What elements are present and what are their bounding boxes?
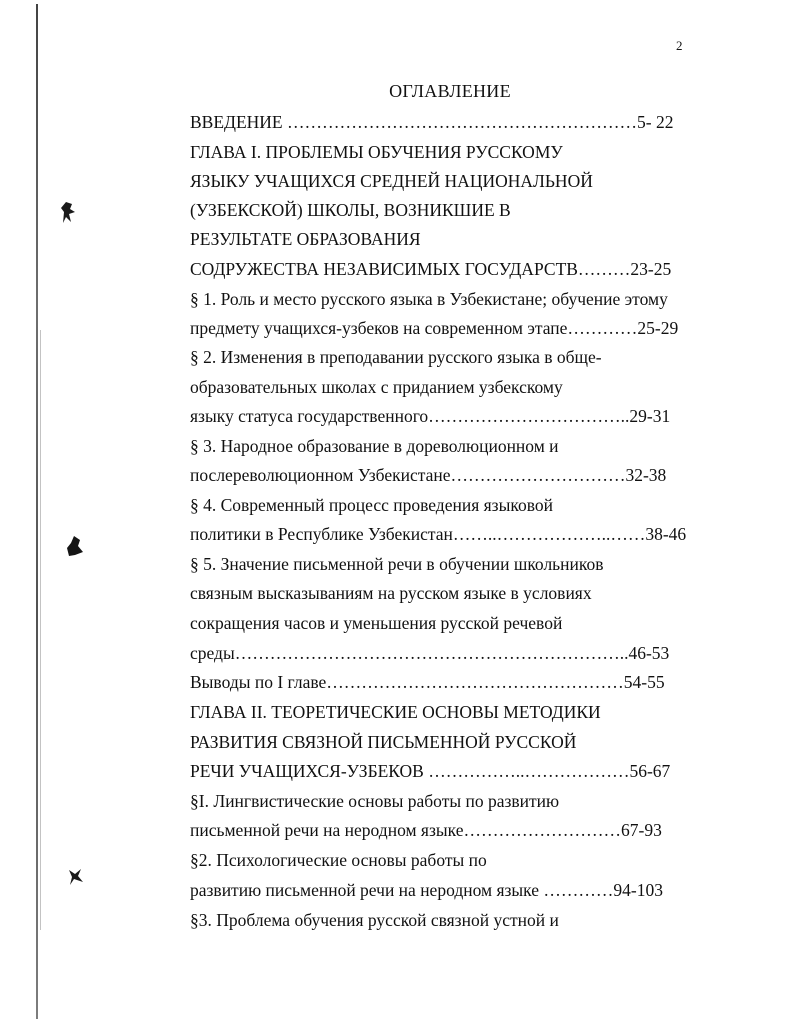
toc-line: §2. Психологические основы работы по (190, 850, 487, 870)
toc-line: РЕЗУЛЬТАТЕ ОБРАЗОВАНИЯ (190, 229, 421, 249)
toc-line: письменной речи на неродном языке………………………67-93 (190, 820, 662, 840)
toc-line: РАЗВИТИЯ СВЯЗНОЙ ПИСЬМЕННОЙ РУССКОЙ (190, 732, 577, 752)
toc-line: § 4. Современный процесс проведения языковой (190, 495, 553, 515)
toc-line: § 2. Изменения в преподавании русского языка в обще- (190, 347, 602, 367)
ink-blot-2 (64, 534, 86, 558)
toc-line: (УЗБЕКСКОЙ) ШКОЛЫ, ВОЗНИКШИЕ В (190, 200, 511, 220)
toc-line: §I. Лингвистические основы работы по развитию (190, 791, 560, 811)
scan-margin-line-faint (40, 330, 41, 930)
toc-line: РЕЧИ УЧАЩИХСЯ-УЗБЕКОВ ……………..………………56-67 (190, 761, 671, 781)
toc-line: ГЛАВА I. ПРОБЛЕМЫ ОБУЧЕНИЯ РУССКОМУ (190, 142, 563, 162)
toc-line: связным высказываниям на русском языке в условиях (190, 583, 592, 603)
toc-line: Выводы по I главе……………………………………………54-55 (190, 672, 665, 692)
page-number: 2 (676, 38, 683, 53)
toc-line: образовательных школах с приданием узбекскому (190, 377, 563, 397)
toc-line: сокращения часов и уменьшения русской речевой (190, 613, 563, 633)
toc-line: ЯЗЫКУ УЧАЩИХСЯ СРЕДНЕЙ НАЦИОНАЛЬНОЙ (190, 171, 593, 191)
toc-line: развитию письменной речи на неродном языке …………94-103 (190, 880, 663, 900)
toc-line: §3. Проблема обучения русской связной устной и (190, 910, 559, 930)
toc-line: предмету учащихся-узбеков на современном этапе…………25-29 (190, 318, 679, 338)
ink-blot-3 (66, 866, 86, 888)
toc-line: среды…………………………………………………………..46-53 (190, 643, 670, 663)
scan-margin-line (36, 4, 38, 1019)
toc-line: § 3. Народное образование в дореволюционном и (190, 436, 559, 456)
toc-line: послереволюционном Узбекистане…………………………32-38 (190, 465, 667, 485)
toc-line: политики в Республике Узбекистан……..………………..……38-46 (190, 524, 687, 544)
ink-blot-1 (60, 200, 80, 226)
toc-line: СОДРУЖЕСТВА НЕЗАВИСИМЫХ ГОСУДАРСТВ………23-25 (190, 259, 672, 279)
toc-line: ГЛАВА II. ТЕОРЕТИЧЕСКИЕ ОСНОВЫ МЕТОДИКИ (190, 702, 601, 722)
toc-line: языку статуса государственного……………………………..29-31 (190, 406, 671, 426)
toc-line: ВВЕДЕНИЕ ……………………………………………………5- 22 (190, 112, 674, 132)
toc-line: § 5. Значение письменной речи в обучении школьников (190, 554, 604, 574)
toc-line: § 1. Роль и место русского языка в Узбекистане; обучение этому (190, 289, 668, 309)
page-title: ОГЛАВЛЕНИЕ (389, 81, 511, 101)
